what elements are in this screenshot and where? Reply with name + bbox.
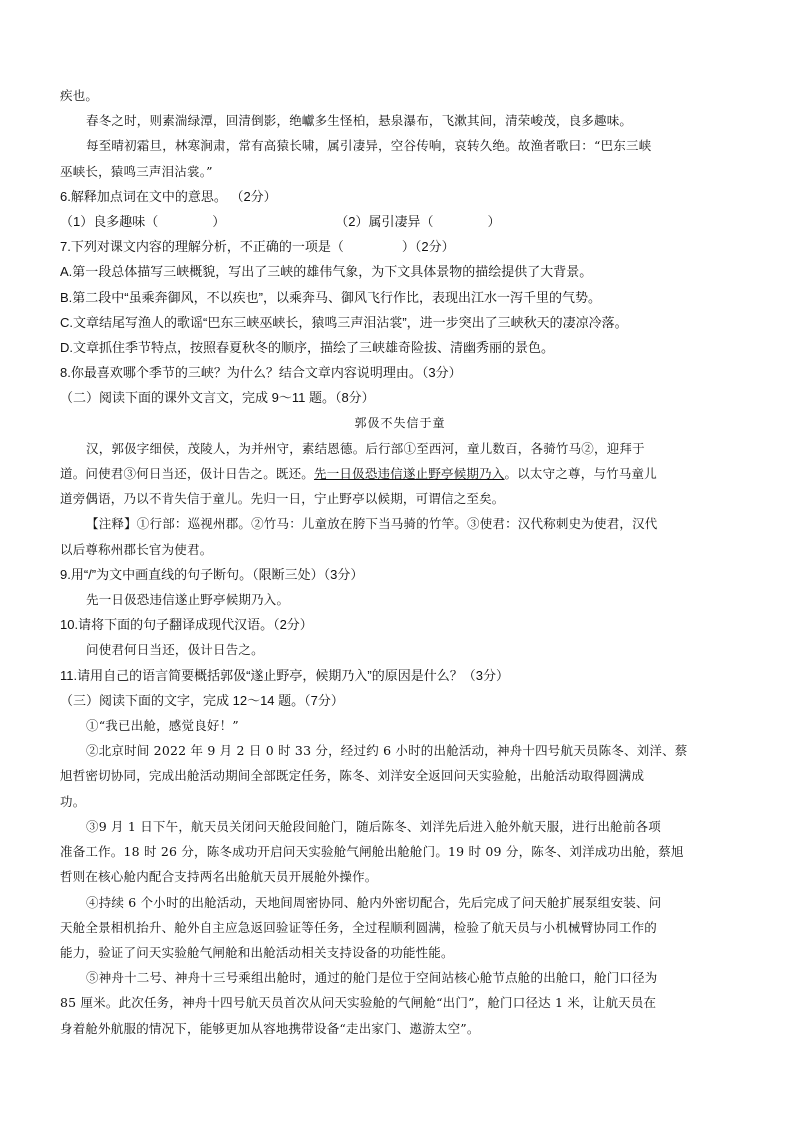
section3-p5-line3: 身着舱外航服的情况下，能够更加从容地携带设备“走出家门、遨游太空”。 (60, 1020, 480, 1036)
section3-p4-line3: 能力，验证了问天实验舱气闸舱和出舱活动相关支持设备的功能性能。 (60, 944, 454, 960)
reading1-continuation: 疾也。 (60, 88, 99, 103)
q10-sentence: 问使君何日当还，伋计日告之。 (86, 642, 264, 658)
exam-page (60, 83, 740, 1041)
reading1-winter-paragraph: 春冬之时，则素湍绿潭，回清倒影，绝巘多生怪柏，悬泉瀑布，飞漱其间，清荣峻茂，良多趣味。 (86, 113, 633, 129)
section2-note-line1: 【注释】①行部：巡视州郡。②竹马：儿童放在胯下当马骑的竹竿。③使君：汉代称刺史为使君，汉代 (86, 516, 658, 532)
section2-note-line2: 以后尊称州郡长官为使君。 (60, 541, 213, 557)
q7-option-b: B.第二段中“虽乘奔御风，不以疾也”，以乘奔马、御风飞行作比，表现出江水一泻千里的气势。 (60, 289, 601, 305)
q9-stem: 9.用“/”为文中画直线的句子断句。（限断三处）（3分） (60, 566, 364, 582)
section2-para-line1: 汉，郭伋字细侯，茂陵人，为并州守，素结恩德。后行部①至西河，童儿数百，各骑竹马②，迎拜于 (86, 440, 645, 456)
section2-para-line2 (60, 461, 740, 486)
section3-heading: （三）阅读下面的文字，完成 12～14 题。（7分） (60, 692, 344, 708)
section2-para-line3: 道旁偶语，乃以不肯失信于童儿。先归一日，宁止野亭以候期，可谓信之至矣。 (60, 491, 505, 507)
reading1-autumn-paragraph-line1: 每至晴初霜旦，林寒涧肃，常有高猿长啸，属引凄异，空谷传响，哀转久绝。故渔者歌曰：“巴东三峡 (86, 138, 652, 154)
q8-stem: 8.你最喜欢哪个季节的三峡？为什么？结合文章内容说明理由。（3分） (60, 365, 462, 381)
q7-stem: 7.下列对课文内容的理解分析，不正确的一项是（ (60, 239, 344, 255)
section2-para-line2-a: 道。问使君③何日当还，伋计日告之。既还。 (60, 466, 315, 482)
section3-p2-line3: 功。 (60, 793, 86, 809)
reading1-autumn-paragraph-line2: 巫峡长，猿鸣三声泪沾裳。” (60, 163, 213, 179)
q6-item-b-close: ） (487, 214, 501, 230)
q7-option-a: A.第一段总体描写三峡概貌，写出了三峡的雄伟气象，为下文具体景物的描绘提供了大背景。 (60, 264, 593, 280)
section3-p3-line2: 准备工作。18 时 26 分，陈冬成功开启问天实验舱气闸舱出舱舱门。19 时 09 分，陈冬、刘洋成功出舱，蔡旭 (60, 844, 684, 860)
section3-p5-line1: ⑤神舟十二号、神舟十三号乘组出舱时，通过的舱门是位于空间站核心舱节点舱的出舱口，舱门口径为 (86, 970, 658, 986)
q6-item-b: （2）属引凄异（ (335, 214, 434, 230)
q7-stem-tail: ）（2分） (401, 239, 455, 255)
section3-p5-line2: 85 厘米。此次任务，神舟十四号航天员首次从问天实验舱的气闸舱“出门”，舱门口径达 1 米，让航天员在 (60, 995, 657, 1011)
section3-p4-line1: ④持续 6 个小时的出舱活动，天地间周密协同、舱内外密切配合，先后完成了问天舱扩展泵组安装、问 (86, 894, 662, 910)
section2-title: 郭伋不失信于童 (354, 415, 446, 430)
q10-stem: 10.请将下面的句子翻译成现代汉语。（2分） (60, 617, 313, 633)
section3-p4-line2: 天舱全景相机抬升、舱外自主应急返回验证等任务，全过程顺利圆满，检验了航天员与小机械臂协同工作的 (60, 919, 657, 935)
section3-p1: ①“我已出舱，感觉良好！” (86, 718, 239, 734)
section2-underlined-sentence: 先一日伋恐违信遂止野亭候期乃入 (314, 466, 505, 482)
q11-stem: 11.请用自己的语言简要概括郭伋“遂止野亭，候期乃入”的原因是什么？（3分） (60, 667, 509, 683)
q7-stem-line (60, 234, 740, 259)
section2-para-line2-b: 。以太守之尊，与竹马童儿 (504, 466, 657, 482)
section3-p3-line1: ③9 月 1 日下午，航天员关闭问天舱段间舱门，随后陈冬、刘洋先后进入舱外航天服，进行出舱前各项 (86, 818, 661, 834)
q7-option-d: D.文章抓住季节特点，按照春夏秋冬的顺序，描绘了三峡雄奇险拔、清幽秀丽的景色。 (60, 340, 555, 356)
section2-heading: （二）阅读下面的课外文言文，完成 9～11 题。（8分） (60, 390, 375, 406)
q6-item-a-close: ） (212, 214, 226, 230)
q6-items (60, 209, 740, 234)
section3-p2-line2: 旭哲密切协同，完成出舱活动期间全部既定任务，陈冬、刘洋安全返回问天实验舱，出舱活动取得圆满成 (60, 768, 645, 784)
section3-p3-line3: 哲则在核心舱内配合支持两名出舱航天员开展舱外操作。 (60, 869, 378, 885)
q6-item-a: （1）良多趣味（ (60, 214, 159, 230)
q6-stem: 6.解释加点词在文中的意思。 （2分） (60, 188, 277, 204)
q9-sentence: 先一日伋恐违信遂止野亭候期乃入。 (86, 592, 290, 608)
section3-p2-line1: ②北京时间 2022 年 9 月 2 日 0 时 33 分，经过约 6 小时的出舱活动，神舟十四号航天员陈冬、刘洋、蔡 (86, 743, 688, 759)
q7-option-c: C.文章结尾写渔人的歌谣“巴东三峡巫峡长，猿鸣三声泪沾裳”，进一步突出了三峡秋天的凄凉冷落。 (60, 314, 628, 330)
